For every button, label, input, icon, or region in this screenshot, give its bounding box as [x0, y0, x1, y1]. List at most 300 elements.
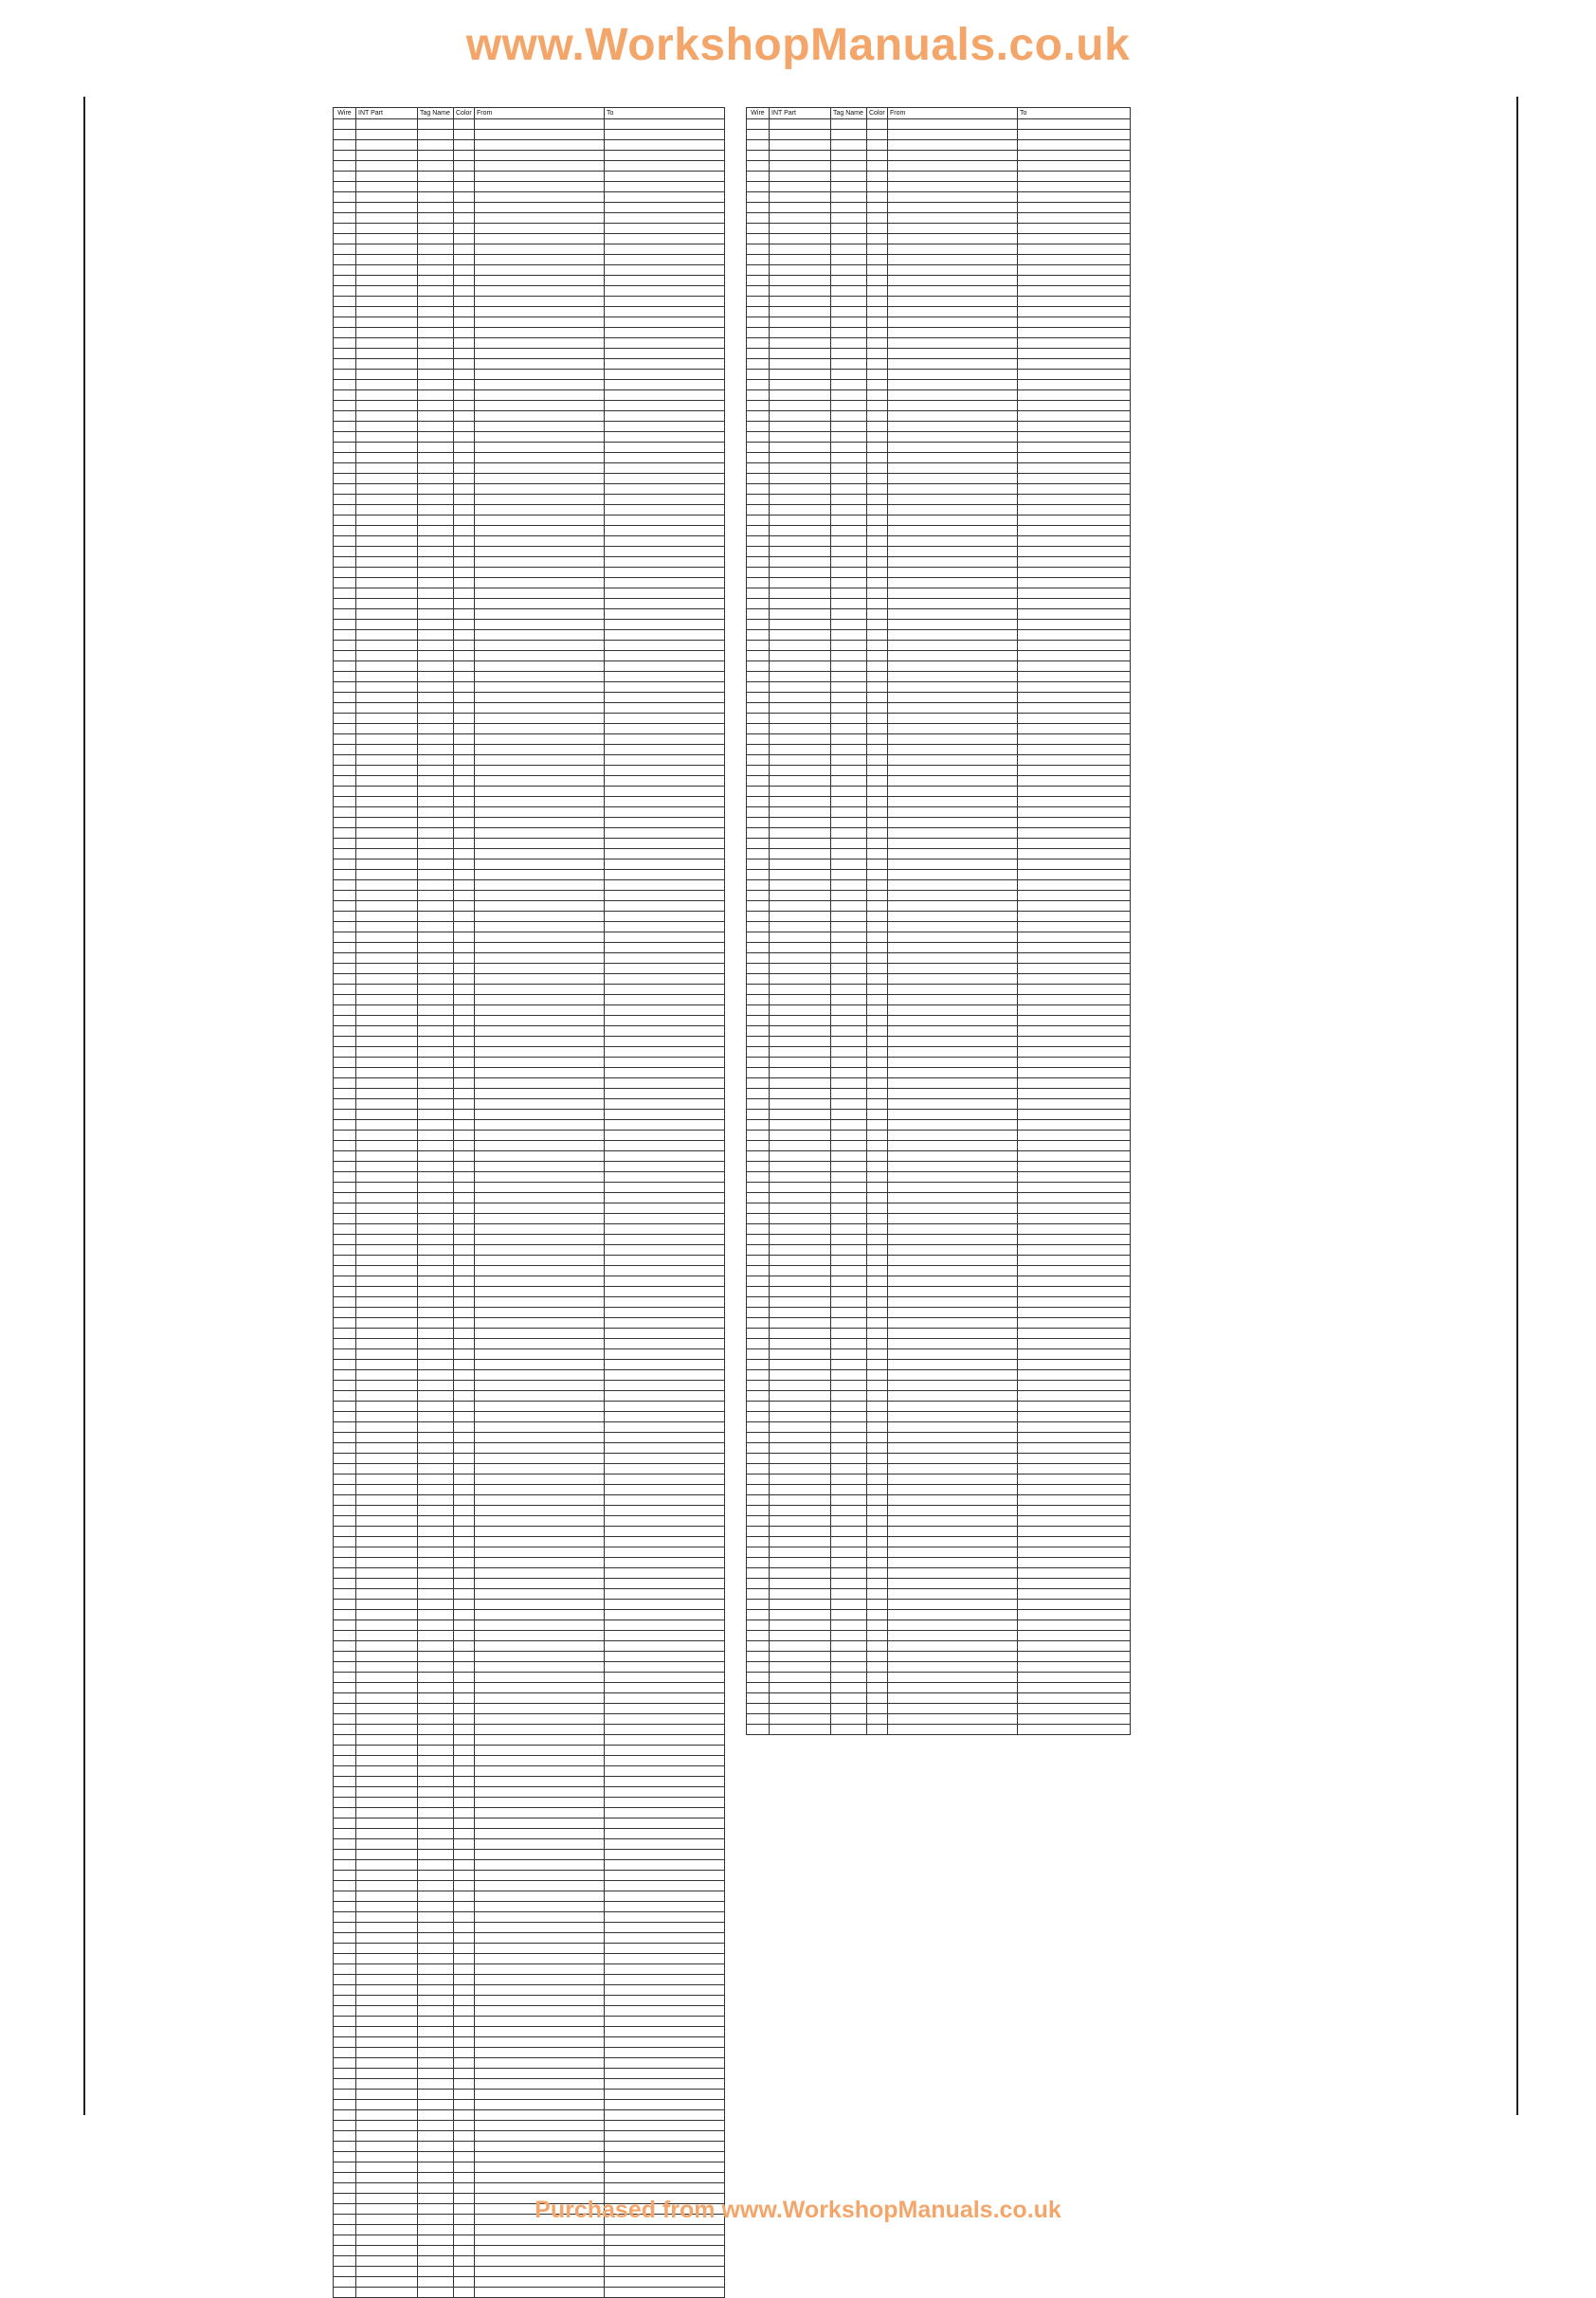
table-cell — [475, 2288, 605, 2298]
table-cell — [831, 1537, 867, 1547]
table-cell — [1018, 859, 1131, 870]
table-cell — [418, 578, 454, 588]
table-cell — [888, 1089, 1018, 1099]
table-row — [334, 2006, 725, 2017]
table-cell — [334, 1381, 356, 1391]
table-cell — [418, 2079, 454, 2090]
table-cell — [831, 901, 867, 912]
table-cell — [334, 1777, 356, 1787]
table-cell — [605, 1391, 725, 1402]
table-cell — [356, 1871, 418, 1881]
table-cell — [1018, 516, 1131, 526]
table-cell — [831, 1162, 867, 1172]
table-row — [334, 2173, 725, 2183]
table-cell — [831, 1475, 867, 1485]
table-cell — [1018, 1151, 1131, 1162]
wire-table-left — [333, 107, 725, 2298]
table-cell — [867, 870, 888, 880]
table-cell — [454, 1412, 475, 1422]
table-cell — [1018, 161, 1131, 172]
table-row — [747, 463, 1131, 474]
table-cell — [418, 849, 454, 859]
table-cell — [867, 724, 888, 734]
table-cell — [334, 588, 356, 599]
table-row — [747, 1120, 1131, 1131]
table-cell — [454, 484, 475, 495]
table-cell — [356, 244, 418, 255]
table-row — [334, 1287, 725, 1297]
table-cell — [770, 849, 831, 859]
table-cell — [1018, 1422, 1131, 1433]
table-cell — [1018, 599, 1131, 609]
table-cell — [475, 693, 605, 703]
table-cell — [475, 568, 605, 578]
table-cell — [831, 1725, 867, 1735]
table-cell — [1018, 286, 1131, 297]
table-cell — [770, 1693, 831, 1704]
table-cell — [454, 1600, 475, 1610]
table-cell — [605, 599, 725, 609]
table-cell — [867, 1464, 888, 1475]
table-cell — [888, 1256, 1018, 1266]
table-cell — [888, 401, 1018, 411]
table-cell — [605, 1016, 725, 1026]
table-cell — [888, 1120, 1018, 1131]
table-cell — [747, 1318, 770, 1329]
table-cell — [605, 1881, 725, 1891]
table-cell — [454, 1402, 475, 1412]
table-cell — [831, 1641, 867, 1652]
table-cell — [334, 1808, 356, 1818]
table-cell — [770, 1506, 831, 1516]
table-cell — [356, 1725, 418, 1735]
table-cell — [1018, 1495, 1131, 1506]
table-cell — [475, 1777, 605, 1787]
table-cell — [356, 755, 418, 766]
table-cell — [888, 1714, 1018, 1725]
table-cell — [454, 620, 475, 630]
table-cell — [356, 870, 418, 880]
table-cell — [475, 588, 605, 599]
table-row — [334, 317, 725, 328]
table-cell — [1018, 380, 1131, 390]
table-cell — [454, 1516, 475, 1527]
table-cell — [356, 557, 418, 568]
table-cell — [418, 953, 454, 964]
table-cell — [770, 1704, 831, 1714]
table-cell — [1018, 1297, 1131, 1308]
table-cell — [605, 1454, 725, 1464]
table-cell — [867, 1068, 888, 1078]
table-cell — [475, 1297, 605, 1308]
table-cell — [747, 213, 770, 224]
table-cell — [475, 1537, 605, 1547]
table-cell — [831, 932, 867, 943]
table-cell — [831, 1402, 867, 1412]
table-cell — [831, 995, 867, 1005]
table-cell — [356, 1464, 418, 1475]
table-cell — [334, 1443, 356, 1454]
table-row — [334, 2069, 725, 2079]
table-cell — [418, 286, 454, 297]
table-row — [747, 1099, 1131, 1110]
table-cell — [1018, 1693, 1131, 1704]
table-row — [747, 119, 1131, 130]
table-row — [334, 828, 725, 839]
table-cell — [770, 1370, 831, 1381]
table-cell — [1018, 807, 1131, 818]
table-row — [334, 2152, 725, 2162]
table-cell — [1018, 1120, 1131, 1131]
table-cell — [418, 1725, 454, 1735]
table-cell — [867, 255, 888, 265]
table-cell — [747, 1558, 770, 1568]
table-cell — [831, 1047, 867, 1058]
table-cell — [475, 1475, 605, 1485]
table-cell — [356, 2069, 418, 2079]
table-cell — [867, 338, 888, 349]
table-cell — [475, 2225, 605, 2235]
table-cell — [867, 265, 888, 276]
table-cell — [356, 1047, 418, 1058]
table-row — [747, 328, 1131, 338]
table-cell — [1018, 224, 1131, 234]
table-row — [334, 234, 725, 244]
table-cell — [334, 1339, 356, 1349]
table-cell — [454, 714, 475, 724]
table-row — [747, 1443, 1131, 1454]
table-cell — [1018, 1276, 1131, 1287]
table-cell — [1018, 484, 1131, 495]
table-cell — [334, 484, 356, 495]
table-cell — [356, 1016, 418, 1026]
table-cell — [334, 182, 356, 192]
table-cell — [334, 1506, 356, 1516]
table-cell — [770, 953, 831, 964]
table-cell — [747, 964, 770, 974]
table-row — [334, 453, 725, 463]
table-cell — [334, 912, 356, 922]
table-cell — [356, 1912, 418, 1923]
table-row — [747, 1162, 1131, 1172]
table-cell — [418, 682, 454, 693]
table-cell — [356, 974, 418, 985]
table-cell — [356, 1141, 418, 1151]
table-cell — [605, 1912, 725, 1923]
table-cell — [867, 192, 888, 203]
table-cell — [831, 1193, 867, 1203]
table-cell — [356, 734, 418, 745]
table-row — [334, 1193, 725, 1203]
table-cell — [356, 651, 418, 661]
table-cell — [356, 1162, 418, 1172]
table-cell — [605, 140, 725, 151]
table-cell — [475, 255, 605, 265]
table-row — [334, 1818, 725, 1829]
table-cell — [770, 703, 831, 714]
table-cell — [867, 411, 888, 422]
table-cell — [605, 1475, 725, 1485]
table-cell — [831, 411, 867, 422]
table-cell — [831, 745, 867, 755]
table-cell — [454, 2142, 475, 2152]
table-row — [334, 1037, 725, 1047]
table-cell — [334, 526, 356, 536]
table-cell — [747, 1579, 770, 1589]
table-cell — [888, 1579, 1018, 1589]
table-cell — [1018, 1620, 1131, 1631]
table-cell — [356, 1089, 418, 1099]
table-cell — [605, 1735, 725, 1746]
table-row — [747, 1683, 1131, 1693]
table-cell — [334, 1558, 356, 1568]
table-row — [747, 807, 1131, 818]
table-cell — [770, 1297, 831, 1308]
table-cell — [475, 1235, 605, 1245]
table-cell — [888, 422, 1018, 432]
table-cell — [888, 213, 1018, 224]
table-cell — [888, 1631, 1018, 1641]
table-cell — [605, 766, 725, 776]
table-cell — [418, 2183, 454, 2194]
table-cell — [888, 182, 1018, 192]
table-cell — [747, 1068, 770, 1078]
table-cell — [831, 1287, 867, 1297]
table-row — [334, 1339, 725, 1349]
table-cell — [1018, 849, 1131, 859]
table-cell — [334, 276, 356, 286]
table-cell — [867, 651, 888, 661]
table-cell — [418, 1318, 454, 1329]
table-cell — [356, 2152, 418, 2162]
table-cell — [747, 1454, 770, 1464]
table-cell — [888, 641, 1018, 651]
table-cell — [475, 1422, 605, 1433]
table-cell — [334, 1641, 356, 1652]
table-cell — [418, 1443, 454, 1454]
table-cell — [605, 516, 725, 526]
table-row — [334, 1131, 725, 1141]
table-cell — [418, 974, 454, 985]
table-cell — [418, 463, 454, 474]
table-cell — [475, 787, 605, 797]
table-cell — [334, 495, 356, 505]
table-cell — [888, 1443, 1018, 1454]
table-cell — [867, 1381, 888, 1391]
table-cell — [454, 1454, 475, 1464]
table-row — [334, 1297, 725, 1308]
table-row — [334, 1527, 725, 1537]
table-cell — [334, 1099, 356, 1110]
table-cell — [605, 359, 725, 370]
table-cell — [867, 745, 888, 755]
table-row — [747, 1037, 1131, 1047]
table-cell — [888, 474, 1018, 484]
table-cell — [418, 1005, 454, 1016]
table-cell — [475, 1704, 605, 1714]
table-cell — [334, 745, 356, 755]
table-cell — [475, 651, 605, 661]
table-cell — [475, 661, 605, 672]
table-cell — [605, 1923, 725, 1933]
table-row — [747, 1360, 1131, 1370]
table-cell — [418, 641, 454, 651]
table-cell — [831, 505, 867, 516]
table-cell — [475, 1287, 605, 1297]
table-cell — [475, 495, 605, 505]
table-cell — [888, 1110, 1018, 1120]
table-cell — [747, 953, 770, 964]
table-cell — [1018, 1683, 1131, 1693]
table-cell — [867, 1339, 888, 1349]
table-cell — [454, 2183, 475, 2194]
table-cell — [867, 1683, 888, 1693]
table-cell — [475, 2246, 605, 2256]
table-cell — [454, 651, 475, 661]
table-row — [334, 1349, 725, 1360]
table-cell — [605, 1162, 725, 1172]
table-cell — [888, 1318, 1018, 1329]
table-cell — [334, 1954, 356, 1964]
table-cell — [454, 2277, 475, 2288]
table-cell — [334, 2079, 356, 2090]
table-cell — [747, 1662, 770, 1673]
table-cell — [747, 401, 770, 411]
table-cell — [867, 1005, 888, 1016]
table-cell — [747, 1172, 770, 1183]
table-cell — [475, 276, 605, 286]
table-cell — [454, 161, 475, 172]
table-cell — [334, 755, 356, 766]
table-row — [334, 1568, 725, 1579]
table-cell — [454, 1110, 475, 1120]
table-cell — [334, 317, 356, 328]
table-cell — [831, 839, 867, 849]
table-cell — [747, 1224, 770, 1235]
table-row — [334, 1162, 725, 1172]
table-cell — [867, 807, 888, 818]
table-cell — [334, 1631, 356, 1641]
table-cell — [334, 1818, 356, 1829]
table-cell — [1018, 1047, 1131, 1058]
table-cell — [475, 1662, 605, 1673]
table-cell — [831, 453, 867, 463]
table-cell — [888, 901, 1018, 912]
table-row — [747, 276, 1131, 286]
table-cell — [831, 1058, 867, 1068]
table-cell — [605, 1631, 725, 1641]
table-cell — [605, 1047, 725, 1058]
table-cell — [454, 2079, 475, 2090]
table-cell — [605, 1756, 725, 1766]
table-row — [334, 620, 725, 630]
table-cell — [475, 1652, 605, 1662]
table-cell — [475, 724, 605, 734]
table-cell — [867, 995, 888, 1005]
table-cell — [475, 140, 605, 151]
table-cell — [605, 1245, 725, 1256]
table-row — [747, 203, 1131, 213]
table-cell — [867, 828, 888, 839]
table-cell — [475, 1756, 605, 1766]
table-cell — [747, 172, 770, 182]
table-row — [334, 807, 725, 818]
table-cell — [770, 484, 831, 495]
table-cell — [1018, 1704, 1131, 1714]
table-cell — [356, 609, 418, 620]
table-cell — [475, 1568, 605, 1579]
table-cell — [770, 1203, 831, 1214]
table-cell — [454, 588, 475, 599]
table-cell — [747, 620, 770, 630]
table-cell — [475, 2110, 605, 2121]
table-cell — [831, 1026, 867, 1037]
table-cell — [334, 1714, 356, 1725]
table-cell — [605, 1141, 725, 1151]
table-cell — [475, 641, 605, 651]
table-cell — [770, 213, 831, 224]
table-cell — [356, 192, 418, 203]
table-cell — [418, 151, 454, 161]
table-cell — [454, 443, 475, 453]
table-cell — [356, 1360, 418, 1370]
table-cell — [334, 1110, 356, 1120]
table-cell — [605, 1422, 725, 1433]
table-cell — [831, 1120, 867, 1131]
table-cell — [831, 422, 867, 432]
table-cell — [454, 307, 475, 317]
table-cell — [356, 349, 418, 359]
table-cell — [888, 1214, 1018, 1224]
table-row — [334, 2256, 725, 2267]
table-cell — [475, 505, 605, 516]
table-cell — [770, 922, 831, 932]
table-cell — [831, 1631, 867, 1641]
table-cell — [454, 2173, 475, 2183]
table-cell — [888, 203, 1018, 213]
table-cell — [605, 609, 725, 620]
table-cell — [747, 328, 770, 338]
table-cell — [831, 1256, 867, 1266]
table-row — [334, 1475, 725, 1485]
table-cell — [334, 1850, 356, 1860]
table-cell — [605, 953, 725, 964]
table-cell — [747, 880, 770, 891]
table-cell — [356, 119, 418, 130]
table-cell — [770, 286, 831, 297]
table-cell — [334, 474, 356, 484]
table-cell — [831, 1360, 867, 1370]
table-cell — [770, 1589, 831, 1600]
table-cell — [475, 1506, 605, 1516]
table-cell — [475, 161, 605, 172]
table-cell — [356, 1495, 418, 1506]
table-cell — [605, 1412, 725, 1422]
column-header-from: From — [475, 108, 605, 119]
table-row — [747, 1193, 1131, 1203]
table-cell — [867, 443, 888, 453]
table-cell — [888, 1016, 1018, 1026]
table-cell — [1018, 172, 1131, 182]
table-cell — [770, 1714, 831, 1725]
table-cell — [454, 1151, 475, 1162]
table-cell — [770, 203, 831, 213]
table-row — [334, 1485, 725, 1495]
table-cell — [605, 1151, 725, 1162]
table-cell — [831, 1652, 867, 1662]
table-cell — [747, 276, 770, 286]
table-cell — [867, 1422, 888, 1433]
